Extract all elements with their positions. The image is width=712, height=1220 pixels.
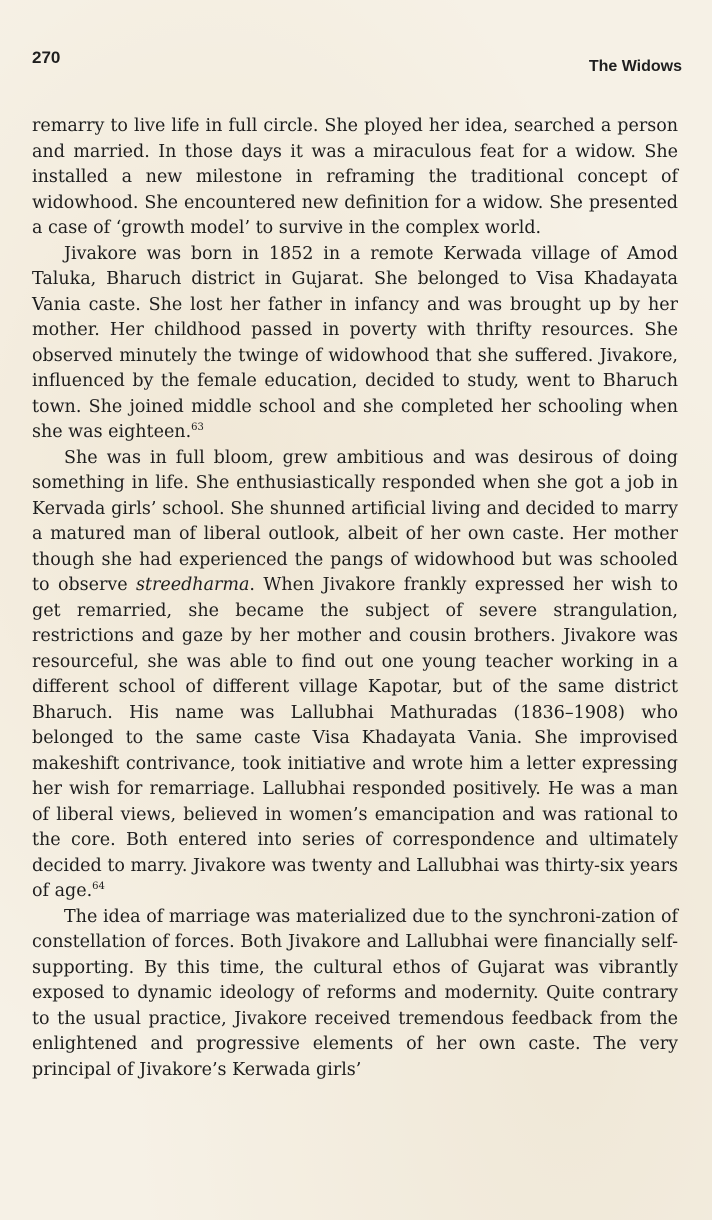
footnote-marker-64: 64 — [92, 881, 105, 893]
paragraph-3-text-end: . When Jivakore frankly expressed her wish to get remarried, she became the subject of severe strangulation, restrictions and gaze by her mother and cousin brothers. Jivakore was resourceful, she was able to find out one young teacher working in a different school of different village Kapotar, but of the same district Bharuch. His name was Lallubhai Mathuradas (1836–1908) who belonged to the same caste Visa Khadayata Vania. She improvised makeshift contrivance, took initiative and wrote him a letter expressing her wish for remarriage. Lallubhai responded positively. He was a man of liberal views, believed in women’s emancipation and was rational to the core. Both entered into series of correspondence and ultimately decided to marry. Jivakore was twenty and Lallubhai was thirty-six years of age. — [32, 575, 678, 901]
running-head — [32, 48, 682, 78]
body-text — [32, 114, 678, 1083]
paragraph-4-text: The idea of marriage was materialized due to the synchroni-zation of constellation of forces. Both Jivakore and Lallubhai were financially self-supporting. By this time, the cultural ethos of Gujarat was vibrantly exposed to dynamic ideology of reforms and modernity. Quite contrary to the usual practice, Jivakore received tremendous feedback from the enlightened and progressive elements of her own caste. The very principal of Jivakore’s Kerwada girls’ — [32, 906, 678, 1080]
paragraph-3-italic-term: streedharma — [136, 575, 250, 595]
paragraph-3 — [32, 446, 678, 905]
paragraph-3-text-start: She was in full bloom, grew ambitious and was desirous of doing something in life. She enthusiastically responded when she got a job in Kervada girls’ school. She shunned artificial living and decided to marry a matured man of liberal outlook, albeit of her own caste. Her mother though she had experienced the pangs of widowhood but was schooled to observe — [32, 447, 678, 595]
paragraph-1 — [32, 114, 678, 242]
paragraph-1-text: remarry to live life in full circle. She ployed her idea, searched a person and married. In those days it was a miraculous feat for a widow. She installed a new milestone in reframing the traditional concept of widowhood. She encountered new definition for a widow. She presented a case of ‘growth model’ to survive in the complex world. — [32, 116, 678, 238]
footnote-marker-63: 63 — [191, 422, 204, 434]
page-number: 270 — [32, 48, 61, 67]
paragraph-2 — [32, 242, 678, 446]
paragraph-2-text: Jivakore was born in 1852 in a remote Kerwada village of Amod Taluka, Bharuch district in Gujarat. She belonged to Visa Khadayata Vania caste. She lost her father in infancy and was brought up by her mother. Her childhood passed in poverty with thrifty resources. She observed minutely the twinge of widowhood that she suffered. Jivakore, influenced by the female education, decided to study, went to Bharuch town. She joined middle school and she completed her schooling when she was eighteen. — [32, 243, 678, 442]
paragraph-4 — [32, 905, 678, 1084]
chapter-title: The Widows — [588, 58, 682, 75]
